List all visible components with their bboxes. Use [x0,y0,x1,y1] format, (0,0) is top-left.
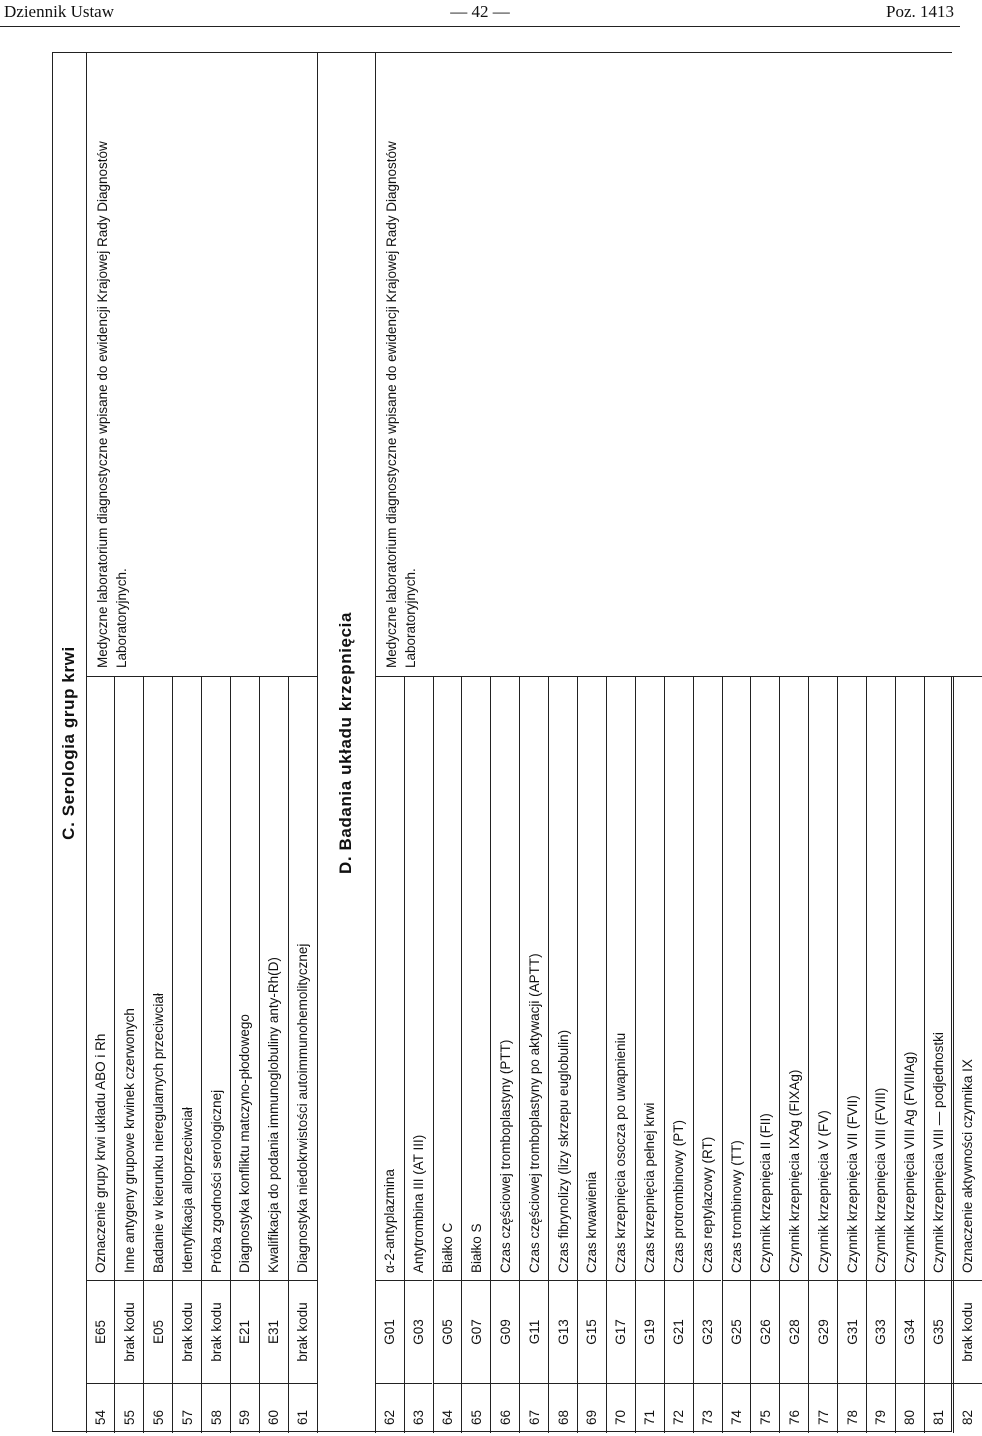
section-title-d: D. Badania układu krzepnięcia [317,53,375,1433]
row-test-name: Diagnostyka konfliktu matczyno-płodowego [231,677,259,1281]
row-number: 78 [844,1409,860,1425]
row-number: 79 [873,1409,889,1425]
row-number: 57 [179,1409,195,1425]
row-code: G03 [405,1281,433,1384]
row-test-name: Czas fibrynolizy (lizy skrzepu euglobulin) [549,677,577,1281]
row-number: 77 [815,1409,831,1425]
row-test-name: Czynnik krzepnięcia VIII (FVIII) [867,677,895,1281]
row-test-name: Identyfikacja alloprzeciwciał [173,677,201,1281]
row-test-name: Czas krzepnięcia pełnej krwi [636,677,664,1281]
journal-title: Dziennik Ustaw [4,2,115,21]
row-number: 68 [555,1409,571,1425]
row-number: 69 [584,1409,600,1425]
row-number: 76 [786,1409,802,1425]
row-test-name: Czas częściowej tromboplastyny (PTT) [491,677,519,1281]
row-code: G26 [751,1281,779,1384]
row-code: brak kodu [289,1281,317,1384]
row-code: brak kodu [202,1281,230,1384]
row-test-name: Czas częściowej tromboplastyny po aktywacji (APTT) [520,677,548,1281]
row-number: 81 [931,1409,947,1425]
row-code: G31 [838,1281,866,1384]
row-number: 55 [121,1409,137,1425]
row-code: G35 [925,1281,953,1384]
row-number: 64 [439,1409,455,1425]
row-code: brak kodu [115,1281,143,1384]
row-test-name: Oznaczenie aktywności czynnika IX [954,677,982,1281]
row-number: 56 [150,1409,166,1425]
row-code: brak kodu [954,1281,982,1384]
row-code: G21 [665,1281,693,1384]
page-number: — 42 — [450,2,510,21]
row-test-name: Czas protrombinowy (PT) [665,677,693,1281]
row-test-name: Czas krzepnięcia osocza po uwapnieniu [607,677,635,1281]
row-code: G34 [896,1281,924,1384]
rotated-table [53,53,976,1433]
row-code: G09 [491,1281,519,1384]
row-code: E21 [231,1281,259,1384]
row-code: E05 [144,1281,172,1384]
section-title-c: C. Serologia grup krwi [59,646,79,840]
row-code: G33 [867,1281,895,1384]
row-test-name: Czynnik krzepnięcia II (FII) [751,677,779,1281]
row-code: G05 [434,1281,462,1384]
table-frame [52,52,976,1432]
row-code: G19 [636,1281,664,1384]
row-code: G29 [809,1281,837,1384]
row-code: G23 [694,1281,722,1384]
row-code: G28 [780,1281,808,1384]
row-number: 62 [382,1409,398,1425]
row-test-name: Próba zgodności serologicznej [202,677,230,1281]
row-test-name: Czas trombinowy (TT) [723,677,751,1281]
row-number: 70 [613,1409,629,1425]
row-code: G01 [376,1281,404,1384]
row-number: 72 [671,1409,687,1425]
section-d-requirement: Medyczne laboratorium diagnostyczne wpisane do ewidencji Krajowej Rady Diagnostów Laboratoryjnych. [376,53,982,677]
row-number: 82 [960,1409,976,1425]
row-test-name: Antytrombina III (AT III) [405,677,433,1281]
row-test-name: Czynnik krzepnięcia V (FV) [809,677,837,1281]
row-test-name: Czas krwawienia [578,677,606,1281]
row-number: 54 [92,1409,108,1425]
row-code: brak kodu [173,1281,201,1384]
row-test-name: Kwalifikacja do podania immunoglobuliny anty-Rh(D) [260,677,288,1281]
row-number: 60 [266,1409,282,1425]
row-test-name: Czynnik krzepnięcia VII (FVII) [838,677,866,1281]
row-test-name: α-2-antyplazmina [376,677,404,1281]
row-number: 80 [902,1409,918,1425]
row-code: E65 [87,1281,115,1384]
row-number: 67 [526,1409,542,1425]
page-header [0,0,960,27]
row-test-name: Białko C [434,677,462,1281]
row-number: 65 [468,1409,484,1425]
row-number: 74 [728,1409,744,1425]
row-test-name: Czynnik krzepnięcia IXAg (FIXAg) [780,677,808,1281]
row-test-name: Czas reptylazowy (RT) [694,677,722,1281]
row-test-name: Czynnik krzepnięcia VIII Ag (FVIIIAg) [896,677,924,1281]
row-test-name: Diagnostyka niedokrwistości autoimmunohemolitycznej [289,677,317,1281]
row-number: 58 [208,1409,224,1425]
row-number: 59 [237,1409,253,1425]
row-number: 66 [497,1409,513,1425]
section-c-requirement: Medyczne laboratorium diagnostyczne wpisane do ewidencji Krajowej Rady Diagnostów Laboratoryjnych. [87,53,317,677]
row-test-name: Białko S [462,677,490,1281]
row-number: 71 [642,1409,658,1425]
row-code: G17 [607,1281,635,1384]
row-code: G13 [549,1281,577,1384]
row-code: G15 [578,1281,606,1384]
row-code: G25 [723,1281,751,1384]
row-number: 61 [295,1409,311,1425]
position-number: Poz. 1413 [886,2,954,21]
row-test-name: Badanie w kierunku nieregularnych przeciwciał [144,677,172,1281]
row-number: 75 [757,1409,773,1425]
row-number: 73 [700,1409,716,1425]
row-number: 63 [411,1409,427,1425]
row-test-name: Czynnik krzepnięcia VIII — podjednostki [925,677,953,1281]
row-code: G07 [462,1281,490,1384]
row-test-name: Inne antygeny grupowe krwinek czerwonych [115,677,143,1281]
row-code: E31 [260,1281,288,1384]
row-test-name: Oznaczenie grupy krwi układu ABO i Rh [87,677,115,1281]
row-code: G11 [520,1281,548,1384]
